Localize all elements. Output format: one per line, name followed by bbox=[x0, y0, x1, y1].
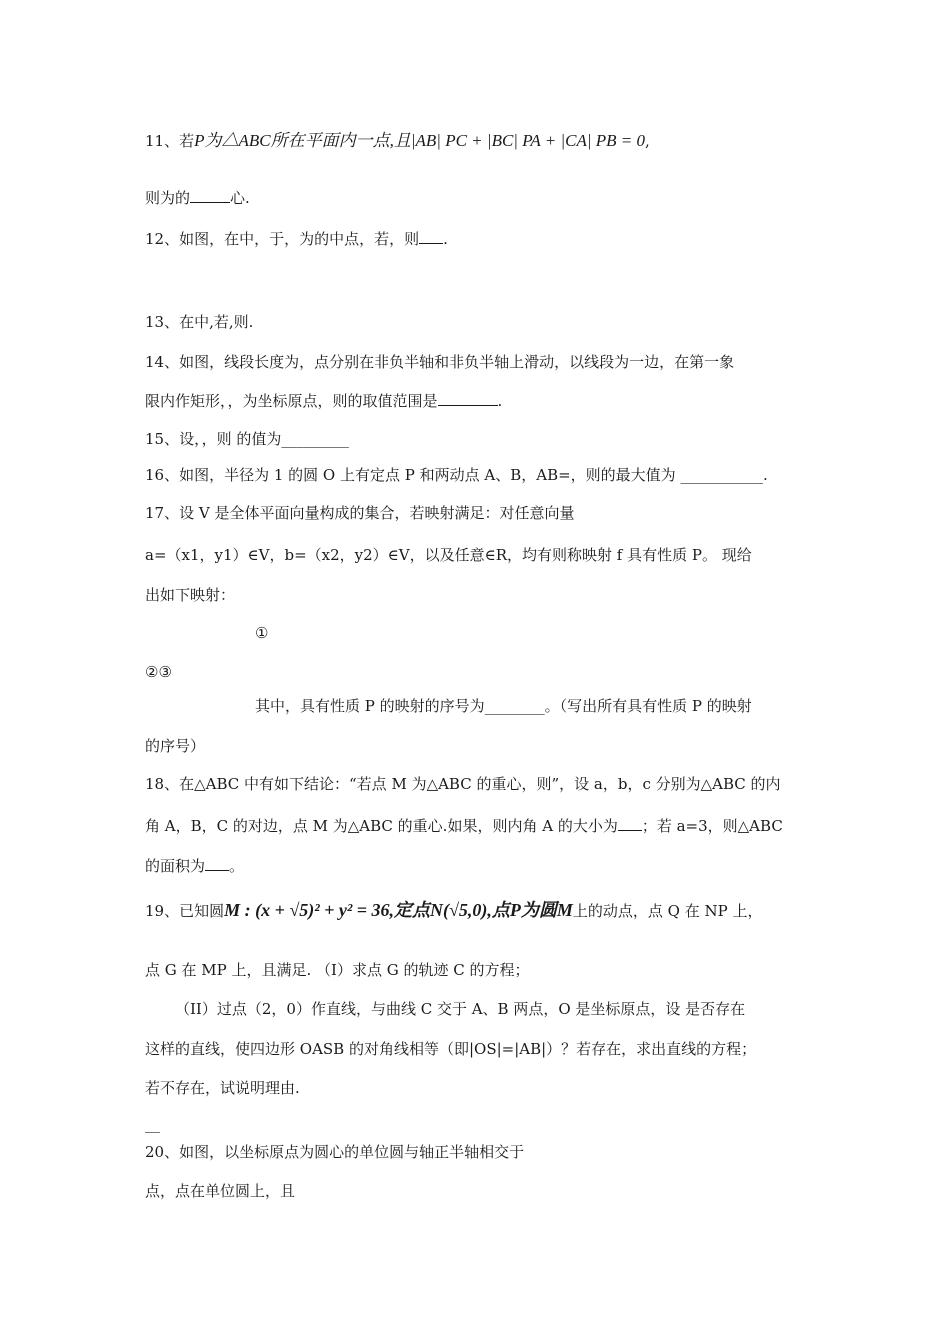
q11-prefix: 11、若 bbox=[145, 132, 195, 150]
q12-text: 12、如图，在中，于，为的中点，若，则 bbox=[145, 230, 420, 248]
q14-text-end: . bbox=[497, 392, 503, 410]
q17-mapping-1: ① bbox=[255, 624, 269, 642]
q17-line3: 出如下映射： bbox=[145, 586, 236, 604]
q18-line2 bbox=[145, 816, 783, 836]
q19-line5: 若不存在，试说明理由. bbox=[145, 1079, 300, 1097]
q11-line1 bbox=[145, 131, 650, 151]
q16 bbox=[145, 465, 768, 485]
q12 bbox=[145, 229, 448, 249]
q16-text: 16、如图，半径为 1 的圆 O 上有定点 P 和两动点 A、B，AB=，则的最大值为 bbox=[145, 466, 681, 484]
q11-math: P为△ABC所在平面内一点,且 bbox=[194, 131, 411, 150]
q19-prefix: 19、已知圆 bbox=[145, 902, 225, 920]
q17-line1: 17、设 V 是全体平面向量构成的集合，若映射满足：对任意向量 bbox=[145, 504, 575, 522]
q19-text: 上的动点，点 Q 在 NP 上， bbox=[572, 902, 763, 920]
q17-line6 bbox=[255, 696, 752, 716]
q14-answer-blank bbox=[438, 391, 498, 406]
q11-text: 则为的 bbox=[145, 189, 191, 207]
q17-answer-blank: ________ bbox=[484, 697, 545, 715]
q19-circle-equation: M : (x + √5)² + y² = 36,定点N(√5,0),点P为圆M bbox=[224, 900, 573, 920]
q15 bbox=[145, 429, 349, 449]
q18-answer-blank-1 bbox=[618, 816, 642, 831]
q18-text-mid: ；若 a=3，则△ABC bbox=[641, 817, 783, 835]
q12-answer-blank bbox=[419, 229, 443, 244]
q19-line1 bbox=[145, 900, 762, 921]
q11-line2 bbox=[145, 188, 250, 208]
q18-text-2: 的面积为 bbox=[145, 857, 206, 875]
q17-line2: a=（x1，y1）∈V，b=（x2，y2）∈V，以及任意∈R，均有则称映射 f 具有性质 P。 现给 bbox=[145, 546, 752, 564]
q20-line2: 点，点在单位圆上，且 bbox=[145, 1182, 296, 1200]
q14-text: 限内作矩形，，为坐标原点，则的取值范围是 bbox=[145, 392, 438, 410]
q15-answer-blank: _________ bbox=[281, 430, 349, 448]
q19-line4: 这样的直线，使四边形 OASB 的对角线相等（即|OS|=|AB|）？若存在，求出直线的方程； bbox=[145, 1040, 757, 1058]
q11-tail: , bbox=[645, 132, 650, 150]
q14-line2 bbox=[145, 391, 502, 411]
q16-text-end: . bbox=[762, 466, 768, 484]
q17-line7: 的序号） bbox=[145, 737, 206, 755]
q16-answer-blank: ___________ bbox=[680, 466, 763, 484]
q19-line2: 点 G 在 MP 上，且满足. （I）求点 G 的轨迹 C 的方程； bbox=[145, 961, 530, 979]
q13: 13、在中,若,则. bbox=[145, 313, 254, 331]
q19-line3: （II）过点（2，0）作直线，与曲线 C 交于 A、B 两点，O 是坐标原点，设 是否存在 bbox=[175, 1000, 746, 1018]
q18-answer-blank-2 bbox=[205, 856, 229, 871]
q20-separator-mark: __ bbox=[145, 1115, 160, 1133]
q18-line1: 18、在△ABC 中有如下结论：“若点 M 为△ABC 的重心，则”，设 a，b，c 分别为△ABC 的内 bbox=[145, 775, 781, 793]
q20-line1: 20、如图，以坐标原点为圆心的单位圆与轴正半轴相交于 bbox=[145, 1143, 525, 1161]
q11-vector-equation: |AB| PC + |BC| PA + |CA| PB = 0 bbox=[410, 131, 646, 150]
q17-mapping-2-3: ②③ bbox=[145, 663, 172, 681]
q17-text-end: 。（写出所有具有性质 P 的映射 bbox=[544, 697, 752, 715]
q17-text: 其中，具有性质 P 的映射的序号为 bbox=[255, 697, 485, 715]
q11-answer-blank bbox=[190, 188, 230, 203]
q18-text-end: 。 bbox=[229, 857, 245, 875]
q15-text: 15、设，，则 的值为 bbox=[145, 430, 282, 448]
q18-line3 bbox=[145, 856, 244, 876]
q12-text-end: . bbox=[443, 230, 448, 248]
q18-text: 角 A，B，C 的对边，点 M 为△ABC 的重心.如果，则内角 A 的大小为 bbox=[145, 817, 618, 835]
q11-text-end: 心. bbox=[230, 189, 250, 207]
q14-line1: 14、如图，线段长度为，点分别在非负半轴和非负半轴上滑动，以线段为一边，在第一象 bbox=[145, 353, 735, 371]
